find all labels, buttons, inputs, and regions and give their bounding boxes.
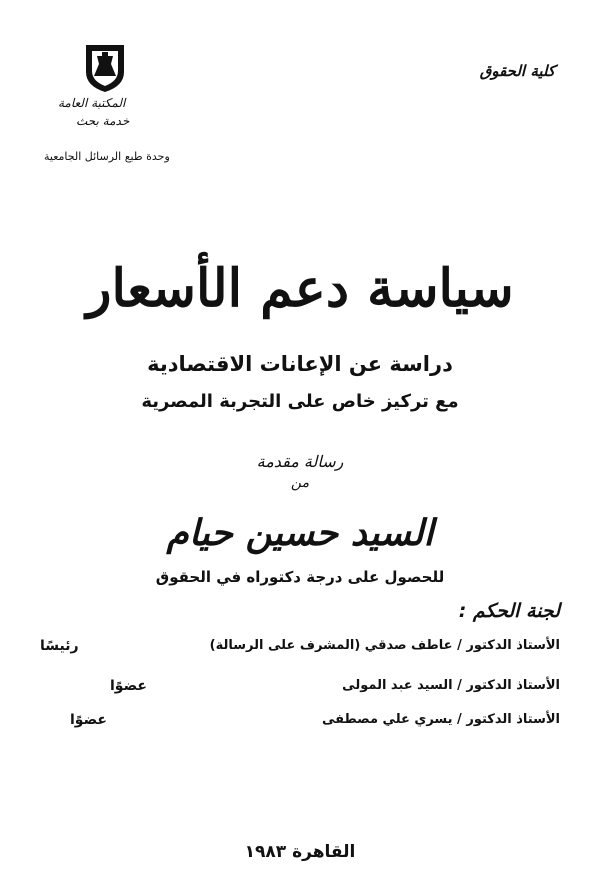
degree-line: للحصول على درجة دكتوراه في الحقوق (155, 568, 445, 586)
committee-member-row (40, 638, 560, 664)
from-label: من (290, 475, 310, 491)
thesis-subtitle: دراسة عن الإعانات الاقتصادية (147, 352, 453, 376)
committee-member-name: الأستاذ الدكتور / السيد عبد المولى (342, 678, 560, 693)
committee-member-row (40, 678, 560, 704)
faculty-name: كلية الحقوق (479, 62, 555, 80)
university-seal-icon (82, 42, 128, 94)
author-name: السيد حسين حيام (166, 512, 434, 554)
committee-member-role: عضوًا (110, 678, 147, 694)
thesis-title: سياسة دعم الأسعار (86, 258, 514, 319)
library-stamp-line: وحدة طبع الرسائل الجامعية (44, 150, 170, 163)
library-stamp-line: خدمة بحث (76, 114, 130, 128)
place-and-year: القاهرة ١٩٨٣ (244, 842, 356, 862)
committee-member-name: الأستاذ الدكتور / عاطف صدقي (المشرف على الرسالة) (209, 638, 560, 653)
library-stamp-line: المكتبة العامة (58, 96, 126, 110)
committee-member-role: رئيسًا (40, 638, 79, 654)
committee-member-row (40, 712, 560, 738)
thesis-subtitle-2: مع تركيز خاص على التجربة المصرية (141, 391, 459, 412)
committee-member-name: الأستاذ الدكتور / يسري علي مصطفى (322, 712, 560, 727)
committee-heading: لجنة الحكم : (458, 600, 560, 622)
committee-member-role: عضوًا (70, 712, 107, 728)
thesis-label: رسالة مقدمة (256, 452, 344, 471)
